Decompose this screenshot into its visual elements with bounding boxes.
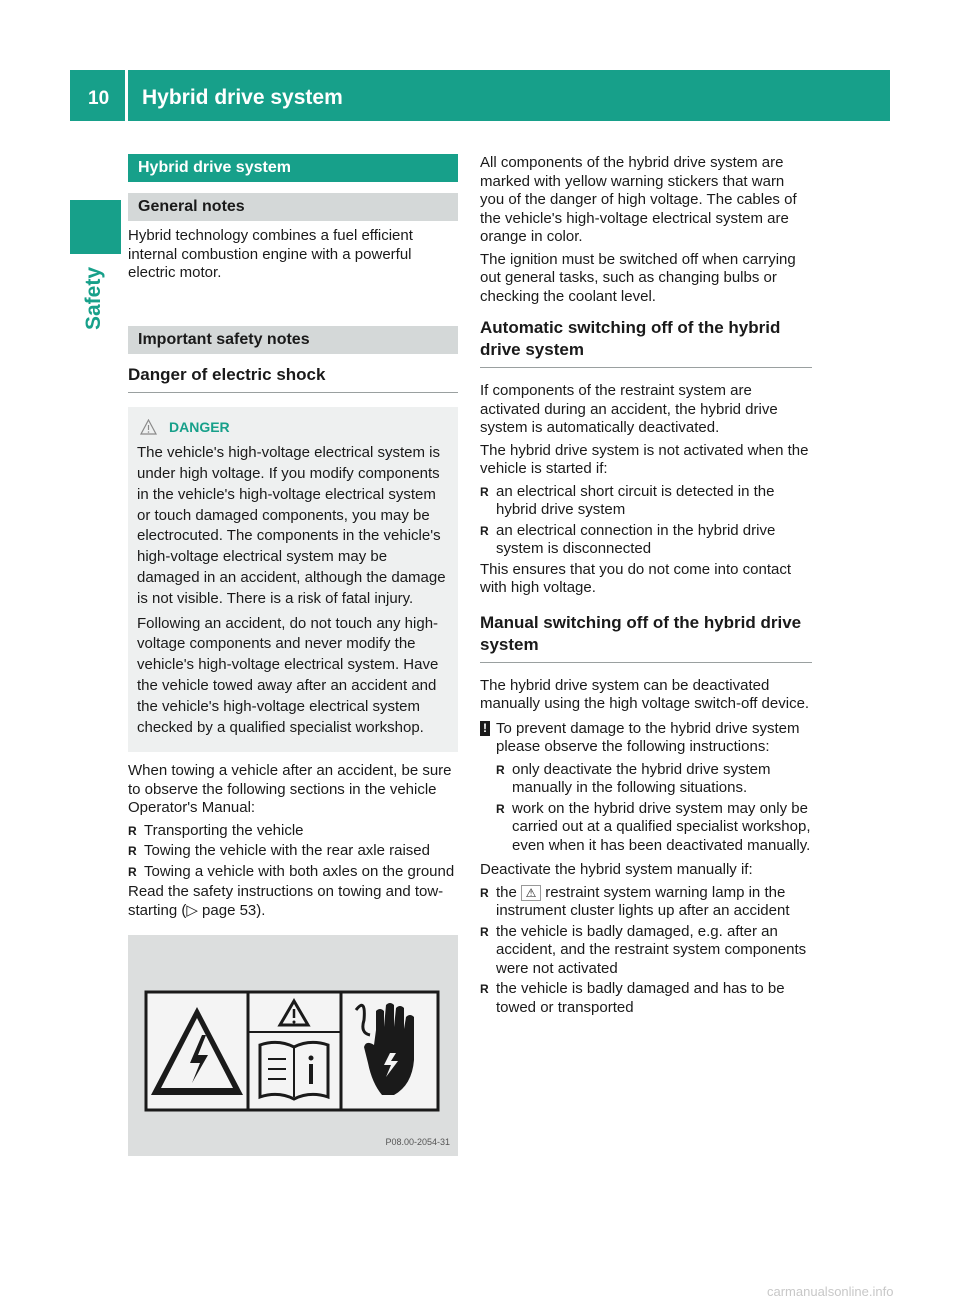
heading-important-safety: Important safety notes: [128, 326, 458, 354]
warning-triangle-icon: [140, 419, 157, 435]
figure-code: P08.00-2054-31: [385, 1136, 450, 1147]
exclamation-icon: !: [480, 721, 490, 736]
manual-paragraph-1: The hybrid drive system can be deactivated manually using the high voltage switch-off device.: [480, 676, 810, 712]
warning-sticker-figure: [128, 935, 458, 1156]
list-item: R an electrical connection in the hybrid drive system is disconnected: [480, 522, 812, 559]
side-section-label: Safety: [82, 266, 105, 330]
caution-list: [496, 761, 812, 856]
danger-paragraph-2: Following an accident, do not touch any high-voltage components and never modify the vehicle's high-voltage electrical system. Have the vehicle towed away after an accident and the vehicle's high-voltage electrical system checked by a qualified specialist workshop.: [137, 614, 439, 736]
deactivate-intro: Deactivate the hybrid system manually if:: [480, 861, 753, 878]
towing-intro: When towing a vehicle after an accident, be sure to observe the following sections in the vehicle Operator's Manual:: [128, 762, 452, 817]
page-number: 10: [88, 88, 110, 109]
caution-text: To prevent damage to the hybrid drive system please observe the following instructions:: [496, 719, 800, 755]
danger-paragraph-1: The vehicle's high-voltage electrical system is under high voltage. If you modify components in the vehicle's high-voltage electrical system or touch damaged components, you may be electrocuted. The components in the vehicle's high-voltage electrical system may be damaged in an accident, although the damage is not visible. There is a risk of fatal injury.: [137, 444, 446, 607]
towing-outro: Read the safety instructions on towing and tow-starting (▷ page 53).: [128, 883, 444, 919]
list-item: R Towing a vehicle with both axles on the ground: [128, 863, 458, 882]
right-paragraph-2: The ignition must be switched off when carrying out general tasks, such as changing bulbs or checking the coolant level.: [480, 250, 796, 305]
header-divider: [125, 70, 128, 121]
heading-general-notes: General notes: [128, 193, 458, 221]
list-item: R an electrical short circuit is detected in the hybrid drive system: [480, 483, 812, 520]
left-column: [128, 154, 458, 1156]
list-item-prefix: the: [496, 883, 517, 901]
general-notes-text: Hybrid technology combines a fuel efficient internal combustion engine with a powerful electric motor.: [128, 227, 413, 281]
right-column: [480, 154, 812, 1019]
danger-box: [128, 407, 458, 753]
right-paragraph-1: All components of the hybrid drive system are marked with yellow warning stickers that warn you of the danger of high voltage. The cables of the vehicle's high-voltage electrical system are orange in color.: [480, 154, 797, 245]
auto-list: [480, 483, 812, 559]
section-title-hybrid: Hybrid drive system: [128, 154, 458, 182]
caution-note: [480, 720, 812, 856]
list-item: R only deactivate the hybrid drive system manually in the following situations.: [496, 761, 812, 798]
auto-paragraph-2: The hybrid drive system is not activated when the vehicle is started if:: [480, 441, 809, 477]
list-item-suffix: restraint system warning lamp in the instrument cluster lights up after an accident: [496, 883, 790, 919]
restraint-system-warning-icon: ⚠: [521, 885, 541, 901]
list-item: R the vehicle is badly damaged, e.g. after an accident, and the restraint system components were not activated: [480, 923, 812, 979]
danger-header: [137, 417, 449, 438]
towing-list: [128, 822, 458, 882]
list-item: [480, 884, 812, 921]
list-item: R Towing the vehicle with the rear axle raised: [128, 842, 458, 861]
footer-watermark[interactable]: carmanualsonline.info: [767, 1284, 894, 1299]
page-title: Hybrid drive system: [142, 86, 343, 109]
list-item: R work on the hybrid drive system may only be carried out at a qualified specialist workshop, even when it has been deactivated manually.: [496, 800, 812, 856]
auto-paragraph-1: If components of the restraint system are activated during an accident, the hybrid drive system is automatically deactivated.: [480, 382, 778, 436]
danger-label: DANGER: [169, 418, 230, 435]
heading-automatic-switching: Automatic switching off of the hybrid drive system: [480, 317, 812, 368]
warning-sticker-image: [128, 935, 458, 1156]
auto-paragraph-3: This ensures that you do not come into contact with high voltage.: [480, 560, 792, 596]
side-tab: [70, 200, 121, 254]
list-item: R Transporting the vehicle: [128, 822, 458, 841]
deactivate-list: [480, 884, 812, 1018]
heading-manual-switching: Manual switching off of the hybrid drive system: [480, 612, 812, 663]
list-item: R the vehicle is badly damaged and has to be towed or transported: [480, 980, 812, 1017]
heading-danger-shock: Danger of electric shock: [128, 364, 458, 393]
